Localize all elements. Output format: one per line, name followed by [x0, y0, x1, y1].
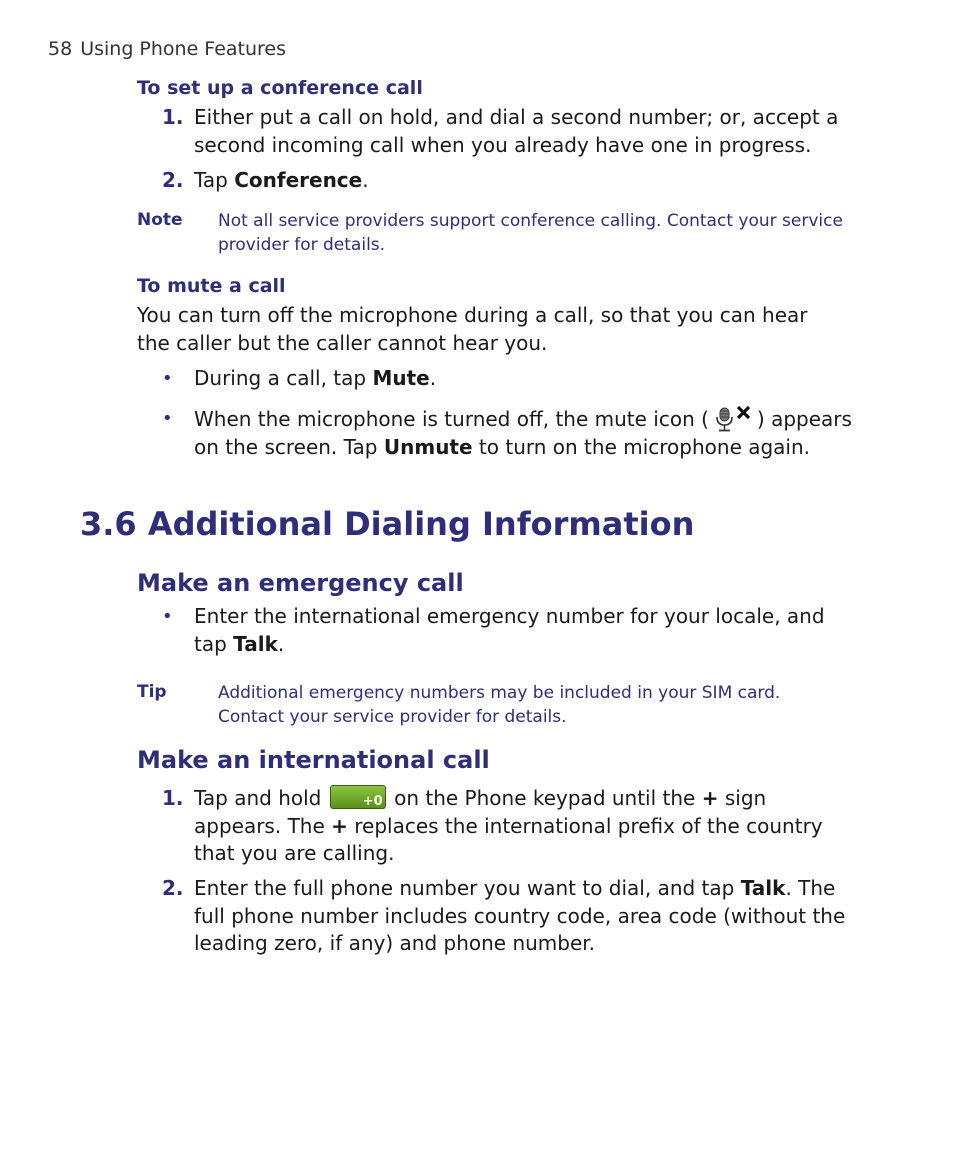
tip-text: Additional emergency numbers may be included in your SIM card. Contact your service provider for details.	[218, 683, 781, 727]
mute-bullet-2	[137, 405, 857, 461]
zero-plus-key-icon	[330, 785, 386, 809]
chapter-heading: 3.6 Additional Dialing Information	[80, 505, 695, 543]
conference-command: Conference	[234, 168, 363, 192]
talk-command: Talk	[233, 631, 278, 656]
bullet-marker: •	[162, 408, 173, 429]
tip-label: Tip	[137, 682, 167, 702]
bullet-marker: •	[162, 606, 173, 627]
plus-sign: +	[331, 813, 348, 838]
mute-procedure-title: To mute a call	[137, 275, 286, 297]
international-step-1	[137, 785, 857, 869]
international-step-2	[137, 875, 857, 959]
bullet-text: During a call, tap Mute.	[194, 366, 437, 390]
emergency-section-title: Make an emergency call	[137, 569, 464, 597]
microphone-muted-icon	[711, 405, 755, 433]
bullet-text: Enter the international emergency number for your locale, and tap Talk.	[194, 604, 825, 656]
note-text: Not all service providers support conference calling. Contact your service provider for details.	[218, 211, 843, 255]
plus-sign: +	[701, 786, 719, 810]
step-number: 2.	[162, 876, 184, 900]
step-text: Enter the full phone number you want to dial, and tap Talk. The full phone number includes country code, area code (without the leading zero, if any) and phone number.	[194, 876, 846, 955]
mute-intro-text: You can turn off the microphone during a call, so that you can hear the caller but the caller cannot hear you.	[137, 303, 808, 355]
conference-procedure-title: To set up a conference call	[137, 77, 423, 99]
unmute-command: Unmute	[383, 434, 473, 459]
emergency-bullet	[137, 603, 857, 659]
note-label: Note	[137, 210, 183, 230]
international-section-title: Make an international call	[137, 746, 490, 774]
step-number: 1.	[162, 105, 184, 129]
step-text: Either put a call on hold, and dial a second number; or, accept a second incoming call when you already have one in progress.	[194, 105, 839, 157]
header-section-title: Using Phone Features	[80, 38, 287, 60]
step-text: Tap and hold +0 on the Phone keypad until the + sign appears. The + replaces the international prefix of the country that you are calling.	[194, 786, 823, 865]
bullet-marker: •	[162, 368, 173, 389]
page-number: 58	[48, 38, 73, 60]
step-number: 2.	[162, 168, 184, 192]
page-header	[48, 38, 286, 60]
key-label: +0	[362, 794, 383, 809]
step-number: 1.	[162, 786, 184, 810]
conference-step-1	[137, 104, 857, 160]
conference-step-2	[137, 167, 857, 195]
mute-command: Mute	[372, 366, 430, 390]
step-text: Tap Conference.	[194, 168, 369, 192]
talk-command: Talk	[740, 876, 786, 900]
bullet-text: When the microphone is turned off, the mute icon ( ) appears on the screen. Tap Unmute to turn on the microphone again.	[194, 407, 852, 459]
mute-bullet-1	[137, 365, 857, 393]
